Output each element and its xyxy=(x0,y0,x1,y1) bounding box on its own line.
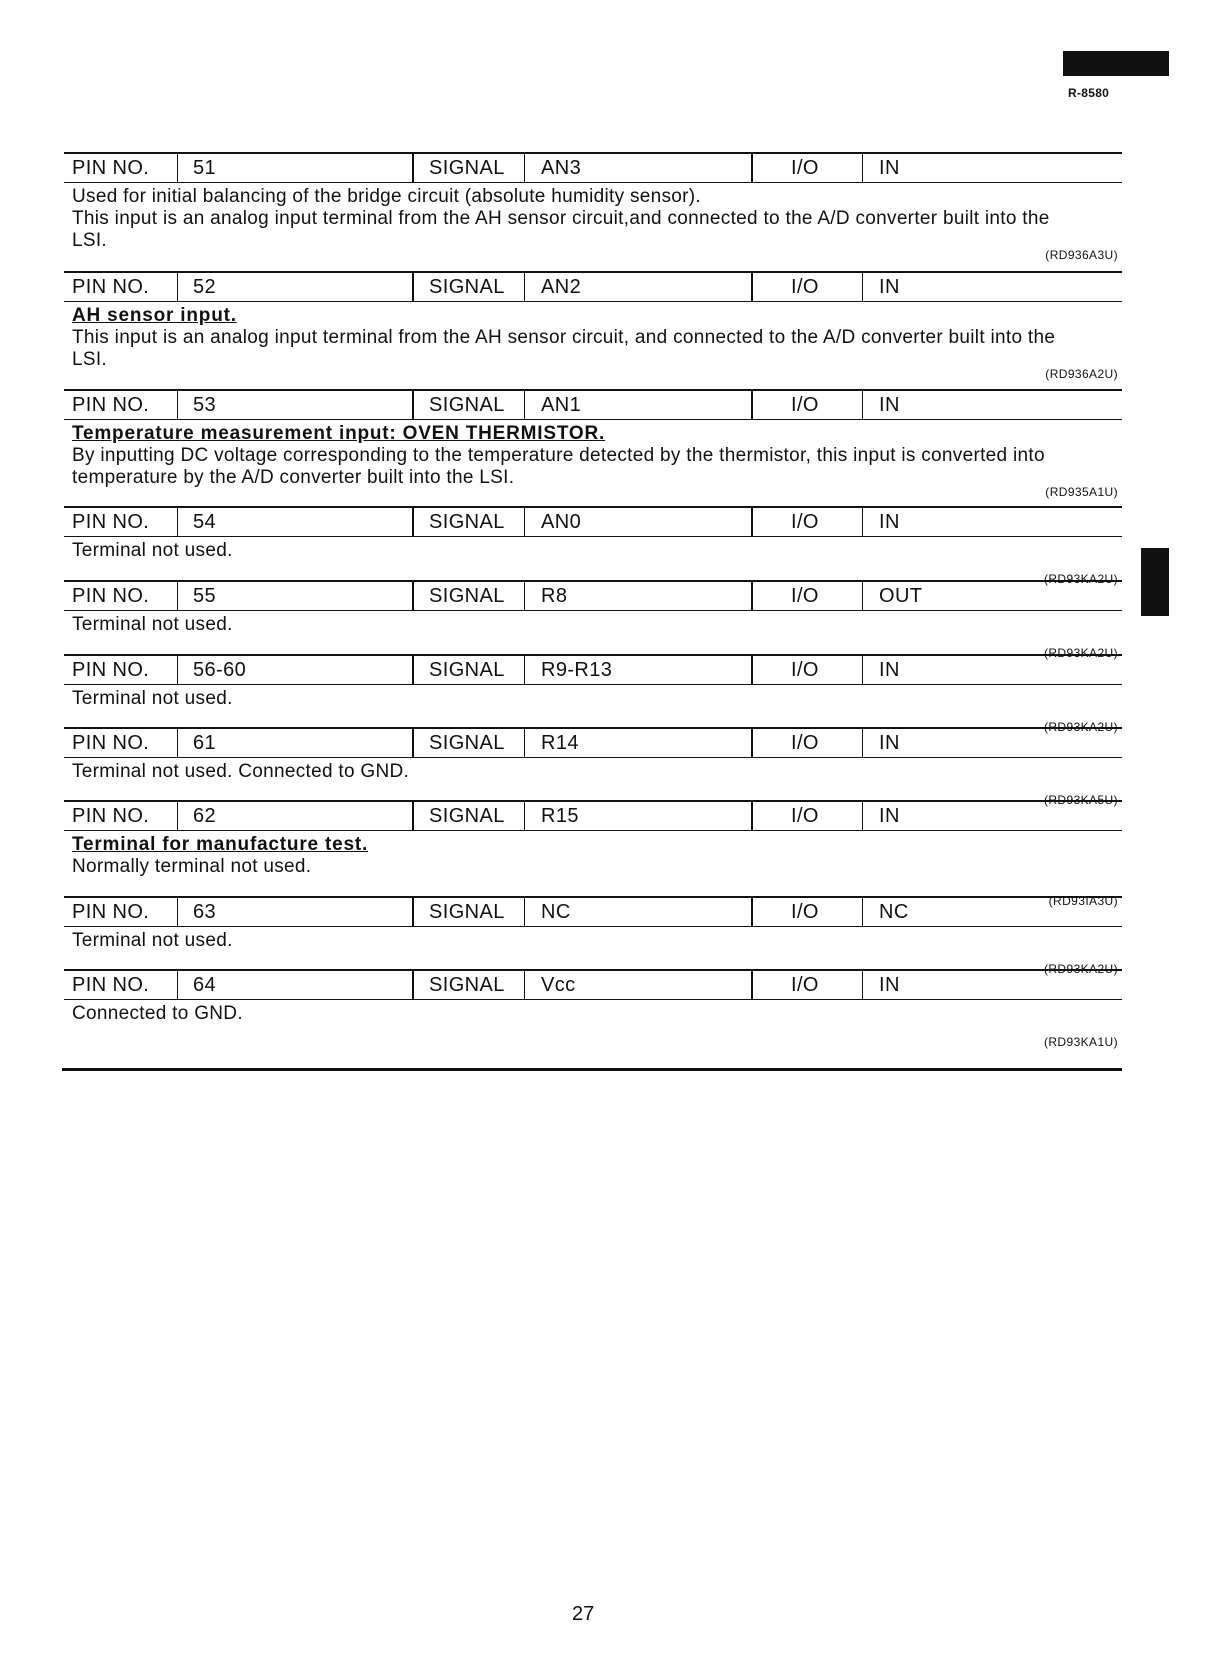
description-line: Terminal not used. xyxy=(72,614,233,635)
signal-name: AN2 xyxy=(524,273,752,301)
description-heading: AH sensor input. xyxy=(72,305,237,326)
pin-number: 56-60 xyxy=(177,656,398,684)
bottom-rule xyxy=(62,1068,1122,1071)
pin-header-row xyxy=(64,654,1122,685)
pin-header-row xyxy=(64,389,1122,420)
pin-no-label: PIN NO. xyxy=(72,974,150,996)
reference-code: (RD93KA2U) xyxy=(1043,572,1118,586)
pin-number: 61 xyxy=(177,729,398,757)
pin-header-row xyxy=(64,896,1122,927)
corner-black-block xyxy=(1063,51,1169,76)
io-label: I/O xyxy=(751,729,863,757)
pin-no-label: PIN NO. xyxy=(72,276,150,298)
pin-description xyxy=(64,611,1122,636)
pin-no-label: PIN NO. xyxy=(72,732,150,754)
signal-label: SIGNAL xyxy=(412,508,525,536)
io-label: I/O xyxy=(751,582,863,610)
pin-header-row xyxy=(64,800,1122,831)
reference-code: (RD936A2U) xyxy=(1045,367,1118,381)
pin-block xyxy=(64,152,1122,262)
description-line: LSI. xyxy=(72,349,107,370)
io-direction: IN xyxy=(862,656,900,684)
pin-block xyxy=(64,969,1122,1049)
pin-no-label: PIN NO. xyxy=(72,585,150,607)
description-line: Terminal not used. xyxy=(72,688,233,709)
io-label: I/O xyxy=(751,971,863,999)
pin-number: 54 xyxy=(177,508,398,536)
reference-code: (RD93KA2U) xyxy=(1043,720,1118,734)
reference-code: (RD935A1U) xyxy=(1045,485,1118,499)
signal-label: SIGNAL xyxy=(412,582,525,610)
description-heading: Terminal for manufacture test. xyxy=(72,834,369,855)
signal-label: SIGNAL xyxy=(412,391,525,419)
description-line: Connected to GND. xyxy=(72,1003,243,1024)
description-line: LSI. xyxy=(72,230,107,251)
io-direction: IN xyxy=(862,971,900,999)
description-line: Normally terminal not used. xyxy=(72,856,312,877)
pin-number: 62 xyxy=(177,802,398,830)
io-label: I/O xyxy=(751,656,863,684)
pin-number: 64 xyxy=(177,971,398,999)
section-side-tab xyxy=(1141,548,1169,616)
description-line: Used for initial balancing of the bridge circuit (absolute humidity sensor). xyxy=(72,186,701,207)
pin-header-row xyxy=(64,727,1122,758)
signal-name: R15 xyxy=(524,802,752,830)
description-line: Terminal not used. xyxy=(72,540,233,561)
io-direction: NC xyxy=(862,898,909,926)
pin-number: 52 xyxy=(177,273,398,301)
signal-label: SIGNAL xyxy=(412,729,525,757)
pin-block xyxy=(64,506,1122,586)
pin-block xyxy=(64,727,1122,807)
pin-no-label: PIN NO. xyxy=(72,157,150,179)
description-line: temperature by the A/D converter built into the LSI. xyxy=(72,467,515,488)
io-label: I/O xyxy=(751,154,863,182)
pin-header-row xyxy=(64,271,1122,302)
signal-label: SIGNAL xyxy=(412,802,525,830)
signal-label: SIGNAL xyxy=(412,898,525,926)
io-direction: IN xyxy=(862,154,900,182)
signal-label: SIGNAL xyxy=(412,273,525,301)
pin-block xyxy=(64,896,1122,976)
model-number: R-8580 xyxy=(1068,86,1110,100)
signal-name: R9-R13 xyxy=(524,656,752,684)
pin-block xyxy=(64,580,1122,660)
pin-description xyxy=(64,537,1122,562)
io-direction: IN xyxy=(862,508,900,536)
description-line: Terminal not used. xyxy=(72,930,233,951)
pin-description xyxy=(64,831,1122,878)
pin-description xyxy=(64,302,1122,371)
signal-name: R14 xyxy=(524,729,752,757)
signal-name: R8 xyxy=(524,582,752,610)
pin-description xyxy=(64,1000,1122,1025)
pin-block xyxy=(64,271,1122,381)
signal-name: AN1 xyxy=(524,391,752,419)
io-direction: IN xyxy=(862,802,900,830)
pin-no-label: PIN NO. xyxy=(72,659,150,681)
reference-code: (RD93KA2U) xyxy=(1043,646,1118,660)
signal-name: AN0 xyxy=(524,508,752,536)
pin-description xyxy=(64,758,1122,783)
reference-code: (RD93KA1U) xyxy=(1043,1035,1118,1049)
reference-code: (RD936A3U) xyxy=(1045,248,1118,262)
signal-name: Vcc xyxy=(524,971,752,999)
signal-label: SIGNAL xyxy=(412,154,525,182)
signal-name: AN3 xyxy=(524,154,752,182)
signal-name: NC xyxy=(524,898,752,926)
io-direction: IN xyxy=(862,391,900,419)
io-label: I/O xyxy=(751,391,863,419)
io-direction: IN xyxy=(862,729,900,757)
pin-number: 63 xyxy=(177,898,398,926)
pin-number: 53 xyxy=(177,391,398,419)
pin-description xyxy=(64,685,1122,710)
pin-no-label: PIN NO. xyxy=(72,805,150,827)
pin-description xyxy=(64,927,1122,952)
signal-label: SIGNAL xyxy=(412,971,525,999)
reference-code: (RD93KA2U) xyxy=(1043,962,1118,976)
pin-description xyxy=(64,420,1122,489)
io-direction: IN xyxy=(862,273,900,301)
description-heading: Temperature measurement input: OVEN THERMISTOR. xyxy=(72,423,606,444)
pin-block xyxy=(64,654,1122,734)
signal-label: SIGNAL xyxy=(412,656,525,684)
reference-code: (RD93KA5U) xyxy=(1043,793,1118,807)
pin-description xyxy=(64,183,1122,252)
pin-block xyxy=(64,800,1122,908)
io-label: I/O xyxy=(751,802,863,830)
pin-number: 51 xyxy=(177,154,398,182)
io-label: I/O xyxy=(751,508,863,536)
pin-header-row xyxy=(64,969,1122,1000)
description-line: Terminal not used. Connected to GND. xyxy=(72,761,410,782)
pin-no-label: PIN NO. xyxy=(72,901,150,923)
description-line: By inputting DC voltage corresponding to the temperature detected by the thermistor, this input is converted into xyxy=(72,445,1045,466)
pin-header-row xyxy=(64,580,1122,611)
description-line: This input is an analog input terminal from the AH sensor circuit,and connected to the A/D converter built into the xyxy=(72,208,1050,229)
pin-no-label: PIN NO. xyxy=(72,511,150,533)
io-label: I/O xyxy=(751,273,863,301)
description-line: This input is an analog input terminal from the AH sensor circuit, and connected to the A/D converter built into the xyxy=(72,327,1056,348)
io-label: I/O xyxy=(751,898,863,926)
reference-code: (RD93IA3U) xyxy=(1048,894,1118,908)
pin-header-row xyxy=(64,152,1122,183)
pin-no-label: PIN NO. xyxy=(72,394,150,416)
pin-number: 55 xyxy=(177,582,398,610)
pin-block xyxy=(64,389,1122,499)
pin-header-row xyxy=(64,506,1122,537)
io-direction: OUT xyxy=(862,582,922,610)
page-number: 27 xyxy=(572,1603,595,1625)
